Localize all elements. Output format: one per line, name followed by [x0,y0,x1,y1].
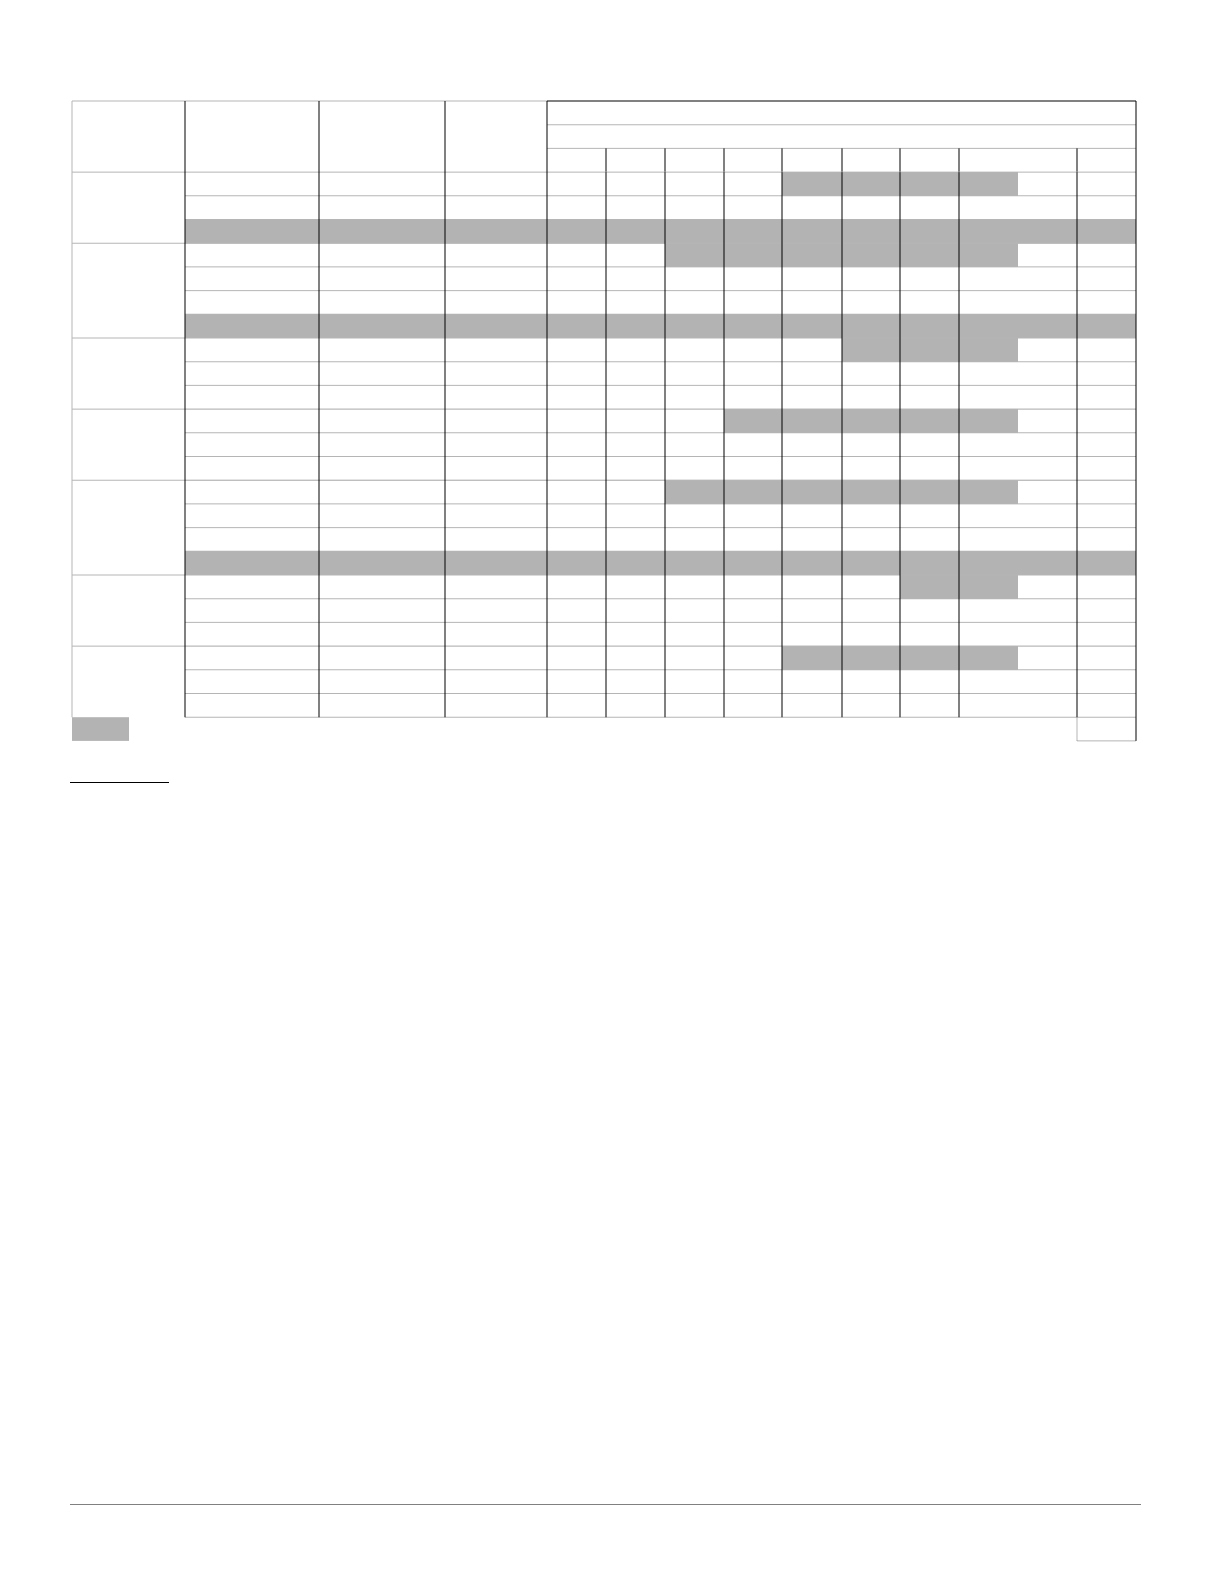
total-label-cell [72,717,129,741]
gantt-bar-group-4 [724,409,1018,433]
subtotal-row-group-5 [185,551,1136,575]
notes-heading-underline [70,768,169,783]
gantt-bar-group-3 [842,338,1018,362]
subtotal-row-group-2 [185,314,1136,338]
subtotal-row-group-1 [185,220,1136,244]
footer-rule [70,1504,1141,1505]
